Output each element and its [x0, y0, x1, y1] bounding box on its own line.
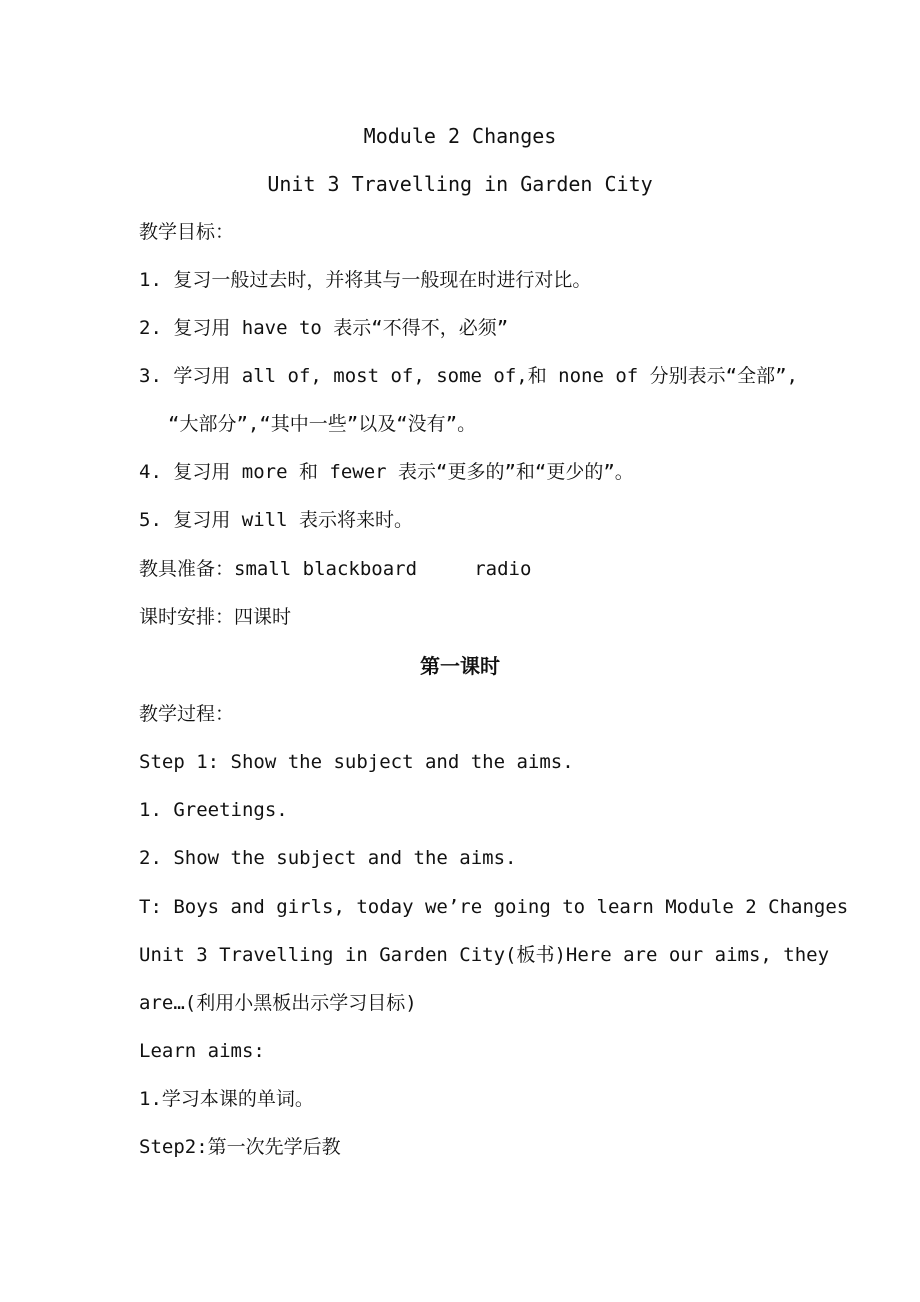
- objective-item: 1. 复习一般过去时，并将其与一般现在时进行对比。: [139, 269, 592, 291]
- learn-aims-heading: Learn aims:: [139, 1040, 265, 1062]
- tools-line: 教具准备：small blackboard radio: [139, 558, 532, 580]
- learn-aims-item: 1.学习本课的单词。: [139, 1088, 314, 1110]
- teacher-line: Unit 3 Travelling in Garden City(板书)Here are our aims, they: [139, 944, 830, 966]
- teacher-line: are…(利用小黑板出示学习目标): [139, 992, 417, 1014]
- objective-item: 4. 复习用 more 和 fewer 表示“更多的”和“更少的”。: [139, 461, 634, 483]
- objective-item: 5. 复习用 will 表示将来时。: [139, 509, 413, 531]
- objective-item-continued: “大部分”,“其中一些”以及“没有”。: [168, 413, 477, 435]
- step1-item: 2. Show the subject and the aims.: [139, 847, 517, 869]
- objective-item: 2. 复习用 have to 表示“不得不，必须”: [139, 317, 509, 339]
- step1-line: Step 1: Show the subject and the aims.: [139, 751, 574, 773]
- teacher-line: T: Boys and girls, today we’re going to learn Module 2 Changes: [139, 896, 849, 918]
- document-subtitle: Unit 3 Travelling in Garden City: [267, 172, 653, 196]
- objectives-heading: 教学目标：: [139, 221, 235, 243]
- step1-item: 1. Greetings.: [139, 799, 288, 821]
- schedule-line: 课时安排：四课时: [139, 606, 292, 628]
- document-title: Module 2 Changes: [363, 124, 557, 148]
- objective-item: 3. 学习用 all of, most of, some of,和 none of 分别表示“全部”,: [139, 365, 798, 387]
- lesson-heading: 第一课时: [420, 654, 500, 678]
- step2-line: Step2:第一次先学后教: [139, 1136, 341, 1158]
- process-heading: 教学过程：: [139, 703, 235, 725]
